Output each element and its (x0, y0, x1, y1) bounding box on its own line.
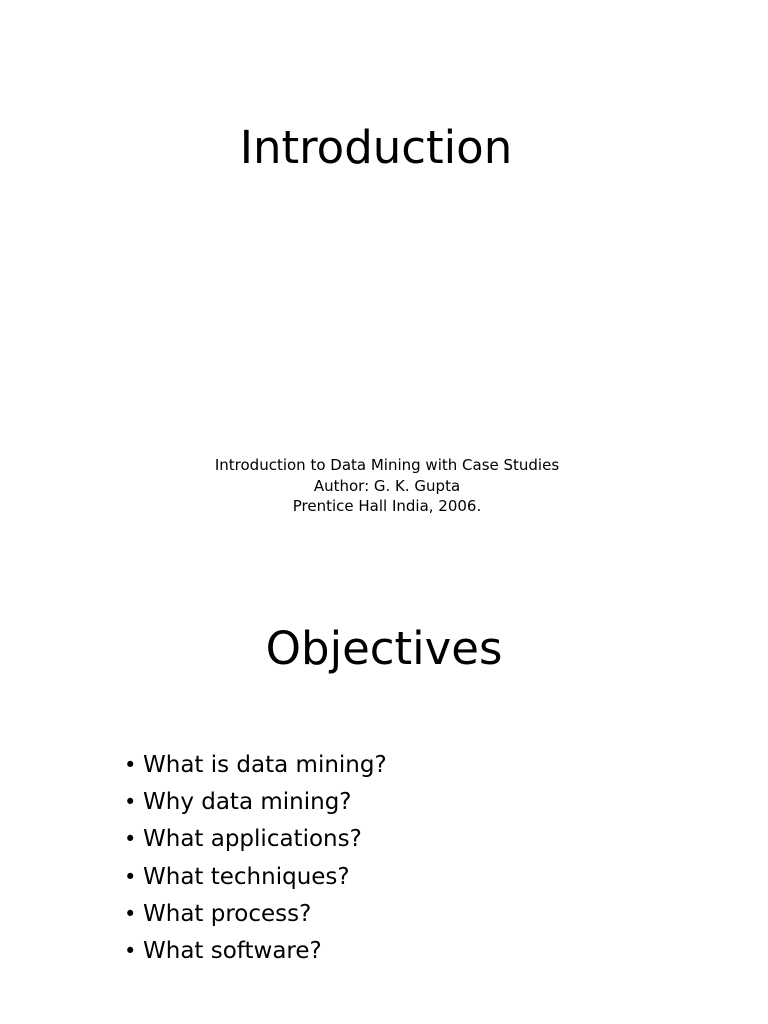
slide-title: Introduction (239, 121, 513, 174)
slide-title: Objectives (265, 622, 503, 675)
list-item-text: What software? (143, 938, 322, 965)
list-item-text: Why data mining? (143, 789, 352, 816)
book-author: Author: G. K. Gupta (313, 476, 461, 495)
slide-subtitle (0, 455, 768, 517)
list-item (124, 784, 387, 821)
list-item-text: What is data mining? (143, 752, 387, 778)
bullet-icon: • (124, 827, 137, 852)
list-item-text: What process? (143, 900, 312, 927)
list-item (124, 821, 387, 858)
list-item (124, 896, 387, 933)
bullet-icon: • (124, 753, 137, 777)
book-title: Introduction to Data Mining with Case Studies (214, 456, 560, 474)
list-item (124, 933, 387, 970)
slide-objectives (0, 512, 768, 1024)
list-item-text: What applications? (143, 826, 362, 853)
list-item (124, 747, 387, 784)
bullet-icon: • (124, 790, 137, 815)
bullet-icon: • (124, 901, 137, 926)
list-item-text: What techniques? (143, 863, 350, 890)
bullet-icon: • (124, 864, 137, 889)
list-item (124, 859, 387, 896)
book-publisher: Prentice Hall India, 2006. (292, 497, 482, 515)
bullet-icon: • (124, 939, 137, 964)
bullet-list (124, 747, 387, 970)
